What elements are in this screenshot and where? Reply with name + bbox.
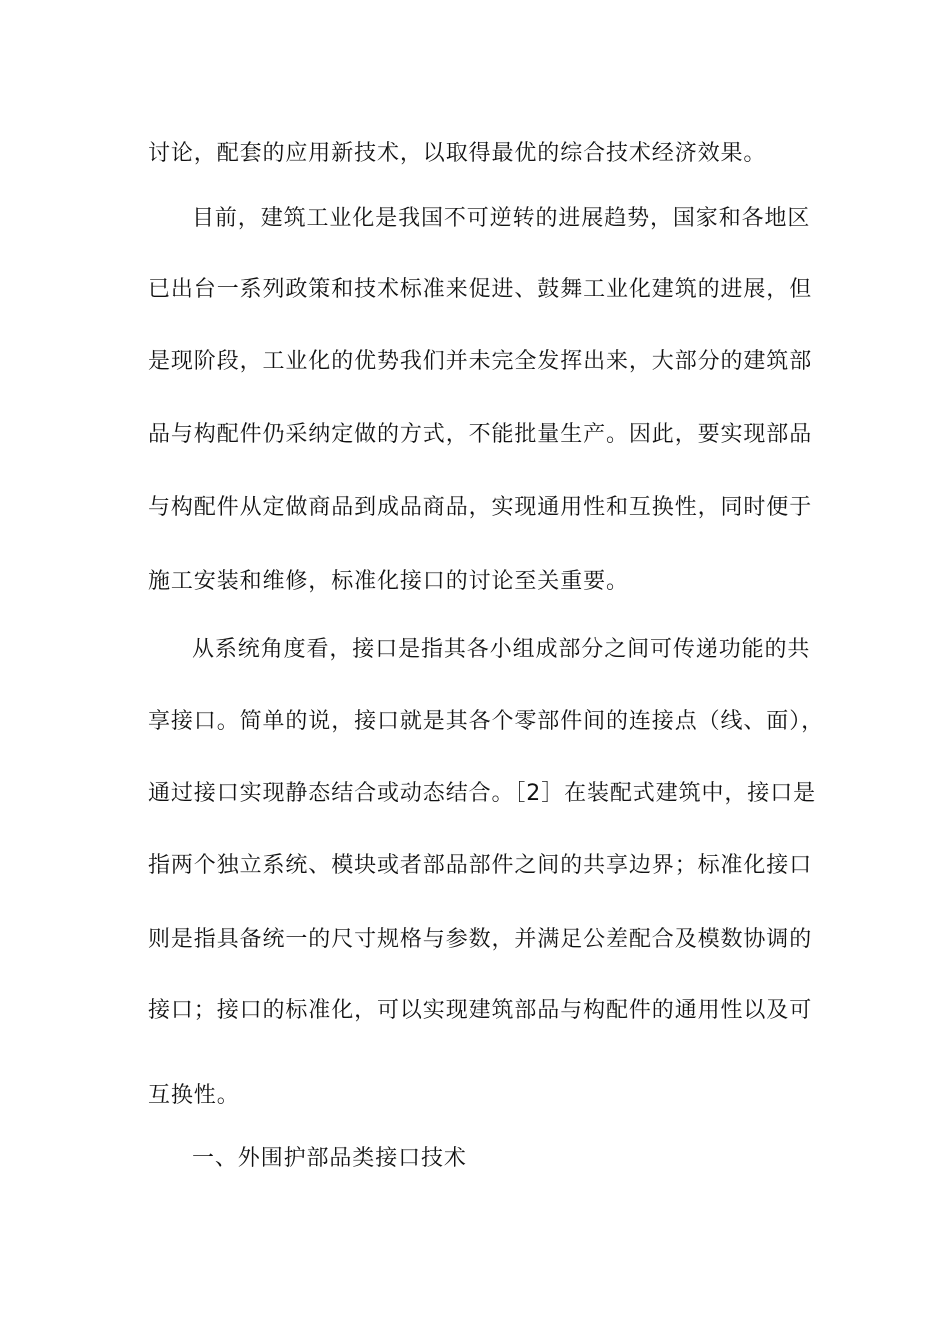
paragraph-line: 接口；接口的标准化，可以实现建筑部品与构配件的通用性以及可: [148, 998, 813, 1023]
paragraph-line: 指两个独立系统、模块或者部品部件之间的共享边界；标准化接口: [148, 853, 813, 878]
paragraph-line: 通过接口实现静态结合或动态结合。［2］在装配式建筑中，接口是: [148, 781, 816, 806]
paragraph-line: 互换性。: [148, 1083, 240, 1108]
paragraph-line: 施工安装和维修，标准化接口的讨论至关重要。: [148, 569, 629, 594]
paragraph-line: 讨论，配套的应用新技术，以取得最优的综合技术经济效果。: [148, 141, 767, 166]
paragraph-line: 目前，建筑工业化是我国不可逆转的进展趋势，国家和各地区: [192, 206, 811, 231]
paragraph-line: 是现阶段，工业化的优势我们并未完全发挥出来，大部分的建筑部: [148, 349, 813, 374]
section-heading: 一、外围护部品类接口技术: [192, 1146, 467, 1171]
paragraph-line: 品与构配件仍采纳定做的方式，不能批量生产。因此，要实现部品: [148, 422, 813, 447]
paragraph-line: 与构配件从定做商品到成品商品，实现通用性和互换性，同时便于: [148, 495, 813, 520]
paragraph-line: 则是指具备统一的尺寸规格与参数，并满足公差配合及模数协调的: [148, 927, 813, 952]
paragraph-line: 享接口。简单的说，接口就是其各个零部件间的连接点（线、面），: [148, 709, 825, 734]
paragraph-line: 从系统角度看，接口是指其各小组成部分之间可传递功能的共: [192, 637, 811, 662]
paragraph-line: 已出台一系列政策和技术标准来促进、鼓舞工业化建筑的进展，但: [148, 277, 813, 302]
